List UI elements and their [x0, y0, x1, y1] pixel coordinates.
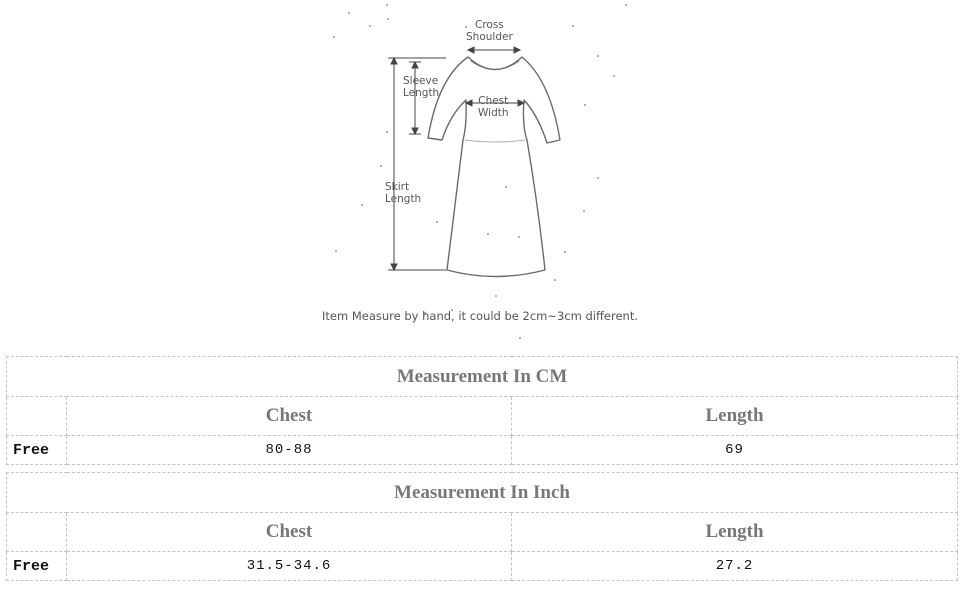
sleeve-length-label-line2: Length — [403, 87, 440, 99]
cross-shoulder-label-line1: Cross — [474, 19, 504, 31]
table-row — [7, 436, 958, 465]
cross-shoulder-label — [466, 19, 513, 43]
size-label: Free — [7, 552, 67, 581]
size-header-cell — [7, 397, 67, 436]
size-label: Free — [7, 436, 67, 465]
table-title-row — [7, 357, 958, 397]
table-title-row — [7, 473, 958, 513]
length-value: 69 — [512, 436, 958, 465]
dress-outline — [428, 57, 560, 277]
waist-seam — [465, 140, 525, 142]
skirt-length-label-line2: Length — [385, 193, 422, 205]
skirt-length-label — [385, 181, 421, 205]
table-header-row — [7, 513, 958, 552]
chest-header: Chest — [67, 397, 512, 436]
sleeve-length-label — [403, 75, 439, 99]
chest-width-label — [478, 95, 509, 119]
chest-header: Chest — [67, 513, 512, 552]
skirt-length-label-line1: Skirt — [385, 181, 410, 193]
cross-shoulder-label-line2: Shoulder — [466, 31, 513, 43]
measurement-table-cm — [6, 356, 958, 465]
chest-width-label-line1: Chest — [478, 95, 509, 107]
sleeve-length-label-line1: Sleeve — [403, 75, 439, 87]
chest-width-label-line2: Width — [478, 107, 509, 119]
measurement-table-inch — [6, 472, 958, 581]
measurement-caption: Item Measure by hand, it could be 2cm~3cm different. — [321, 309, 639, 323]
table-header-row — [7, 397, 958, 436]
chest-value: 31.5-34.6 — [67, 552, 512, 581]
table-title: Measurement In Inch — [7, 473, 958, 513]
length-header: Length — [512, 513, 958, 552]
length-value: 27.2 — [512, 552, 958, 581]
length-header: Length — [512, 397, 958, 436]
chest-value: 80-88 — [67, 436, 512, 465]
size-header-cell — [7, 513, 67, 552]
table-title: Measurement In CM — [7, 357, 958, 397]
background-specks — [333, 4, 627, 339]
neckline — [471, 61, 519, 70]
table-row — [7, 552, 958, 581]
